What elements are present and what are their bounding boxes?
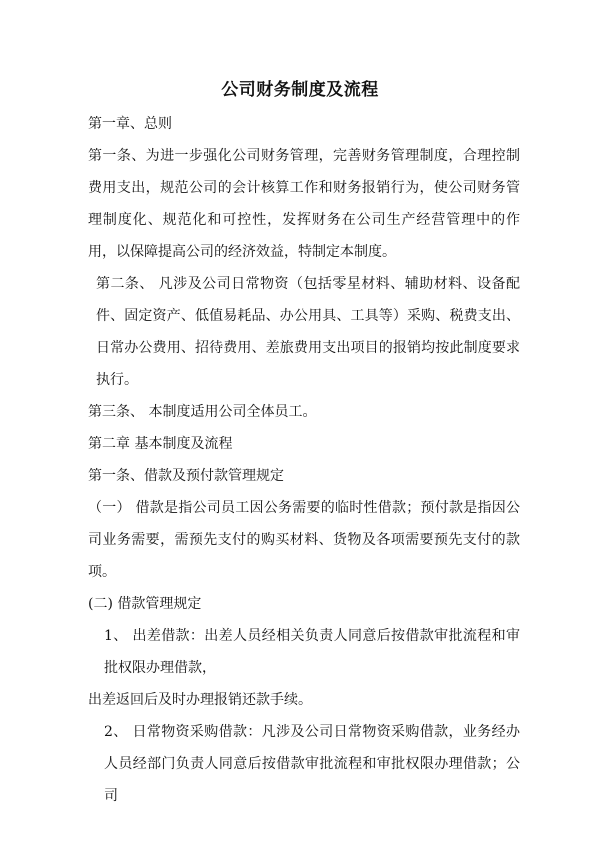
chapter-2-article-1: 第一条、借款及预付款管理规定: [88, 468, 284, 484]
section-2-heading: (二) 借款管理规定: [88, 596, 202, 612]
chapter-1-article-3: 第三条、 本制度适用公司全体员工。: [88, 404, 317, 420]
document-title: 公司财务制度及流程: [221, 80, 379, 100]
item-2-purchase-loan: 2、 日常物资采购借款：凡涉及公司日常物资采购借款，业务经办人员经部门负责人同意后按借款审批流程和审批权限办理借款；公司: [104, 724, 520, 804]
section-1-definition: （一） 借款是指公司员工因公务需要的临时性借款；预付款是指因公司业务需要，需预先支付的购买材料、货物及各项需要预先支付的款项。: [88, 500, 520, 580]
item-1-travel-loan: 1、 出差借款：出差人员经相关负责人同意后按借款审批流程和审批权限办理借款，: [104, 628, 520, 676]
chapter-1-article-2: 第二条、 凡涉及公司日常物资（包括零星材料、辅助材料、设备配件、固定资产、低值易耗品、办公用具、工具等）采购、税费支出、日常办公费用、招待费用、差旅费用支出项目的报销均按此制度要求执行。: [96, 276, 520, 388]
item-1-continuation: 出差返回后及时办理报销还款手续。: [88, 692, 312, 708]
chapter-2-heading: 第二章 基本制度及流程: [88, 436, 233, 452]
chapter-1-article-1: 第一条、为进一步强化公司财务管理，完善财务管理制度，合理控制费用支出，规范公司的会计核算工作和财务报销行为，使公司财务管理制度化、规范化和可控性，发挥财务在公司生产经营管理中的作用，以保障提高公司的经济效益，特制定本制度。: [88, 148, 520, 260]
chapter-1-heading: 第一章、总则: [88, 116, 172, 132]
